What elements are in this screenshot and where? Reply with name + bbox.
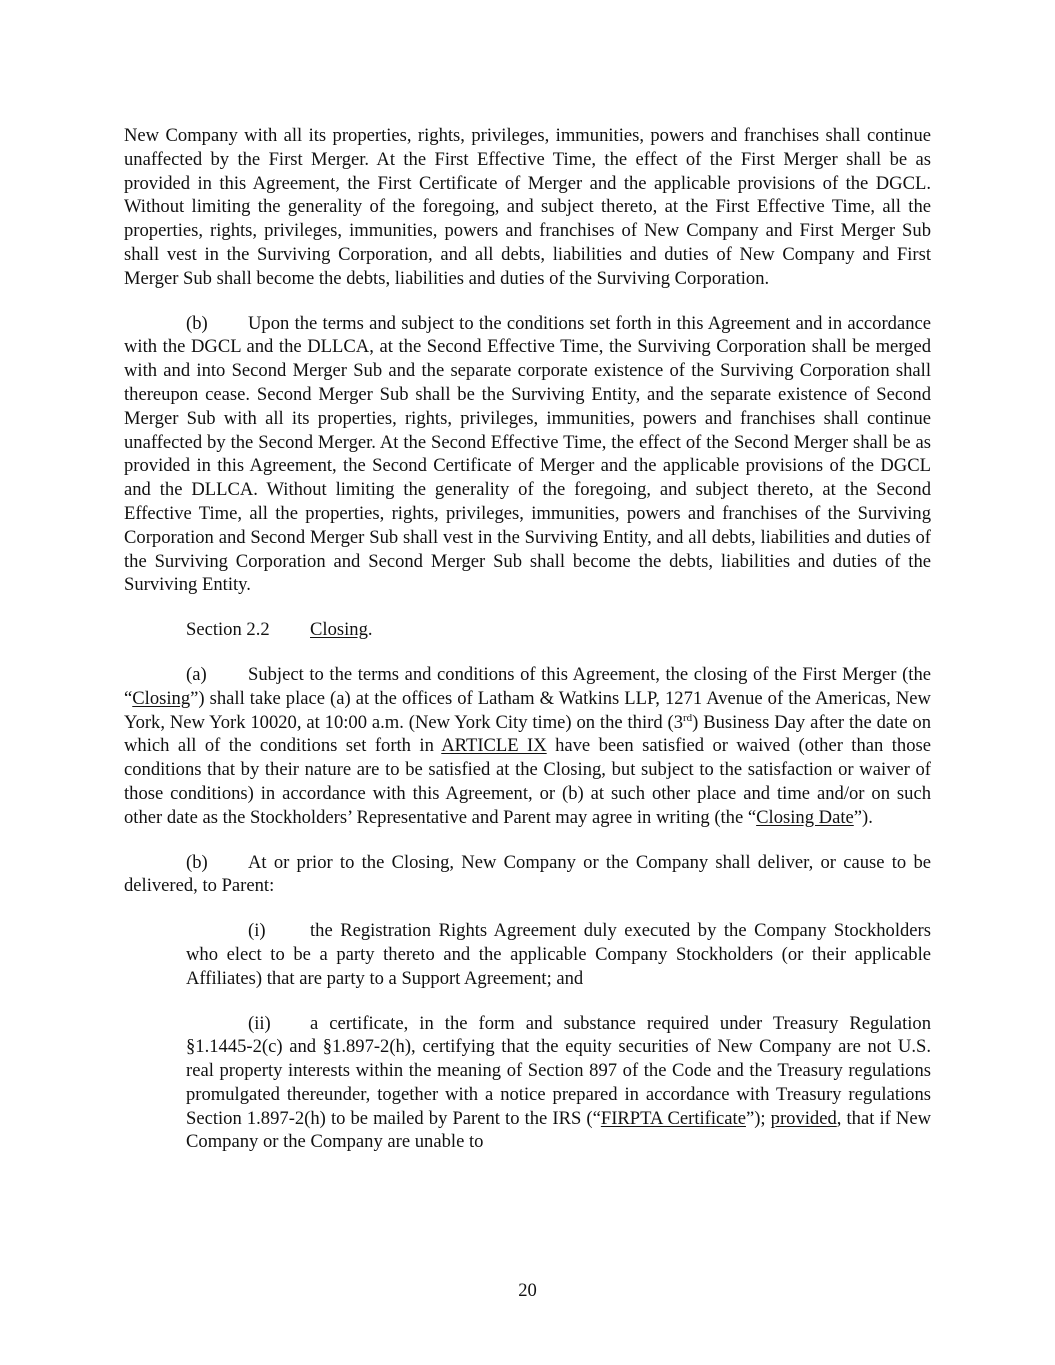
paragraph-label: (b) [186, 312, 208, 334]
section-title-period: . [367, 619, 373, 641]
text-run: ”); [745, 1107, 771, 1129]
defined-term-firpta-certificate: FIRPTA Certificate [600, 1107, 746, 1129]
section-title: Closing [310, 619, 368, 641]
item-label: (ii) [248, 1012, 271, 1034]
ordinal-superscript: rd [683, 711, 693, 724]
paragraph-text: At or prior to the Closing, New Company or the Company shall deliver, or cause to be delivered, to Parent: [124, 851, 931, 897]
text-run: ”) shall take place (a) at the offices of Latham & Watkins LLP, 1271 Avenue of the Americas, New York, New York 10020, at 10:00 a.m. (New York City time) on the third (3 [124, 687, 931, 733]
text-run: ) Business Day after the date on which all of the conditions set forth in [124, 711, 932, 757]
article-reference: ARTICLE IX [441, 735, 547, 757]
paragraph-text: Upon the terms and subject to the conditions set forth in this Agreement and in accordance with the DGCL and the DLLCA, at the Second Effective Time, the Surviving Corporation shall be merged with and into Second Merger Sub and the separate corporate existence of the Surviving Corporation shall thereupon cease. Second Merger Sub shall be the Surviving Entity, and the separate existence of Second Merger Sub with all its properties, rights, privileges, immunities, powers and franchises shall continue unaffected by the Second Merger. At the Second Effective Time, the effect of the Second Merger shall be as provided in this Agreement, the Second Certificate of Merger and the applicable provisions of the DGCL and the DLLCA. Without limiting the generality of the foregoing, and subject thereto, at the Second Effective Time, all the properties, rights, privileges, immunities, powers and franchises of the Surviving Corporation and Second Merger Sub shall vest in the Surviving Entity, and all debts, liabilities and duties of the Surviving Corporation and Second Merger Sub shall become the debts, liabilities and duties of the Surviving Entity. [124, 312, 931, 596]
list-item-ii [186, 1012, 931, 1155]
section-number: Section 2.2 [186, 619, 270, 641]
text-run: have been satisfied or waived (other than those conditions that by their nature are to be satisfied at the Closing, but subject to the satisfaction or waiver of those conditions) in accordance with this Agreement, or (b) at such other place and time and/or on such other date as the Stockholders’ Representative and Parent may agree in writing (the “ [124, 735, 931, 828]
paragraph-label: (a) [186, 663, 207, 685]
text-run: , that if New Company or the Company are unable to [186, 1107, 932, 1153]
item-label: (i) [248, 920, 266, 942]
paragraph-closing-b [124, 851, 931, 899]
text-run: a certificate, in the form and substance required under Treasury Regulation §1.1445-2(c) and §1.897-2(h), certifying that the equity securities of New Company are not U.S. real property interests within the meaning of Section 897 of the Code and the Treasury regulations promulgated thereunder, together with a notice prepared in accordance with Treasury regulations Section 1.897-2(h) to be mailed by Parent to the IRS (“ [186, 1012, 931, 1129]
defined-term-provided: provided [770, 1107, 837, 1129]
paragraph-merger-continuation: New Company with all its properties, rights, privileges, immunities, powers and franchises shall continue unaffected by the First Merger. At the First Effective Time, the effect of the First Merger shall be as provided in this Agreement, the First Certificate of Merger and the applicable provisions of the DGCL. Without limiting the generality of the foregoing, and subject thereto, at the First Effective Time, all the properties, rights, privileges, immunities, powers and franchises of New Company and First Merger Sub shall vest in the Surviving Corporation, and all debts, liabilities and duties of New Company and First Merger Sub shall become the debts, liabilities and duties of the Surviving Corporation. [124, 125, 931, 289]
paragraph-b-second-merger [124, 312, 931, 598]
item-text: the Registration Rights Agreement duly executed by the Company Stockholders who elect to be a party thereto and the applicable Company Stockholders (or their applicable Affiliates) that are party to a Support Agreement; and [186, 920, 931, 989]
paragraph-label: (b) [186, 851, 208, 873]
list-item-i [186, 919, 931, 990]
page-number: 20 [518, 1280, 537, 1301]
defined-term-closing-date: Closing Date [756, 806, 854, 828]
defined-term-closing: Closing [132, 687, 191, 709]
section-heading [124, 618, 931, 642]
text-run: Subject to the terms and conditions of this Agreement, the closing of the First Merger (the “ [124, 663, 931, 709]
text-run: ”). [853, 806, 873, 828]
paragraph-closing-a [124, 663, 931, 830]
document-page [124, 124, 931, 1175]
